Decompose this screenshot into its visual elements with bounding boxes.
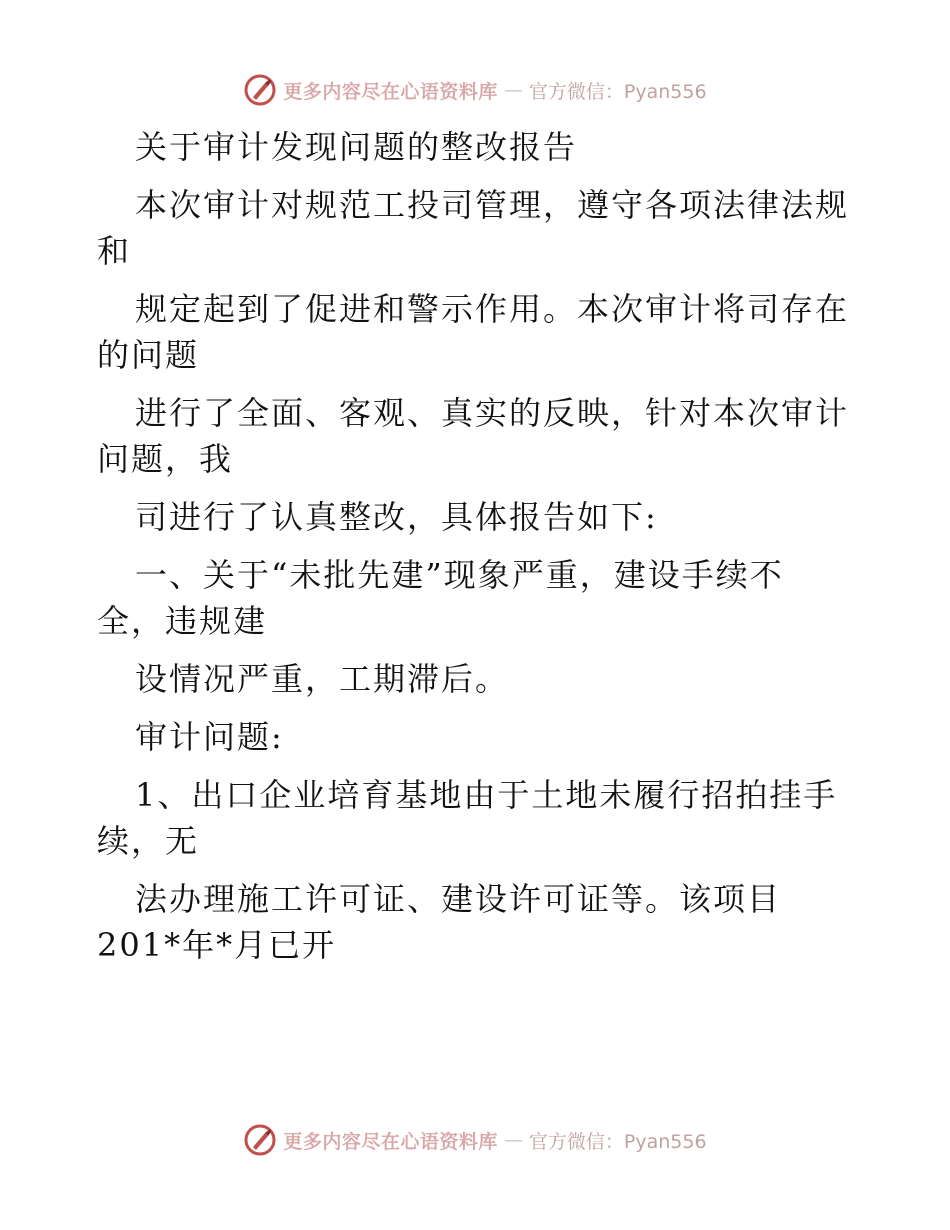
paragraph-line: 进行了全面、客观、真实的反映，针对本次审计 — [135, 394, 850, 432]
paragraph-line-wrap: 和 — [97, 232, 132, 270]
list-item: 1、出口企业培育基地由于土地未履行招拍挂手 — [135, 776, 838, 814]
document-title: 关于审计发现问题的整改报告 — [135, 128, 578, 166]
section-heading: 一、关于“未批先建”现象严重，建设手续不 — [135, 556, 784, 594]
pen-logo-icon — [243, 73, 277, 107]
watermark-wechat: 官方微信：Pyan556 — [528, 80, 707, 103]
paragraph-line: 法办理施工许可证、建设许可证等。该项目 — [135, 880, 782, 918]
watermark-header — [0, 70, 950, 110]
watermark-footer — [0, 1120, 950, 1160]
paragraph-line: 设情况严重，工期滞后。 — [135, 660, 510, 698]
watermark-dash: — — [503, 1129, 523, 1151]
paragraph-line-wrap: 问题，我 — [97, 440, 234, 478]
paragraph-line-wrap: 的问题 — [97, 336, 200, 374]
watermark-title: 更多内容尽在心语资料库 — [283, 80, 498, 103]
paragraph-line: 司进行了认真整改，具体报告如下: — [135, 498, 658, 536]
subsection-label: 审计问题: — [135, 718, 284, 756]
pen-logo-icon — [243, 1123, 277, 1157]
document-body — [97, 124, 867, 980]
paragraph-line-wrap: 201*年*月已开 — [97, 926, 337, 964]
paragraph-line-wrap: 全，违规建 — [97, 602, 268, 640]
paragraph-line: 本次审计对规范工投司管理，遵守各项法律法规 — [135, 186, 850, 224]
watermark-title: 更多内容尽在心语资料库 — [283, 1130, 498, 1153]
watermark-dash: — — [503, 79, 523, 101]
watermark-wechat: 官方微信：Pyan556 — [528, 1130, 707, 1153]
paragraph-line: 规定起到了促进和警示作用。本次审计将司存在 — [135, 290, 850, 328]
paragraph-line-wrap: 续，无 — [97, 822, 200, 860]
